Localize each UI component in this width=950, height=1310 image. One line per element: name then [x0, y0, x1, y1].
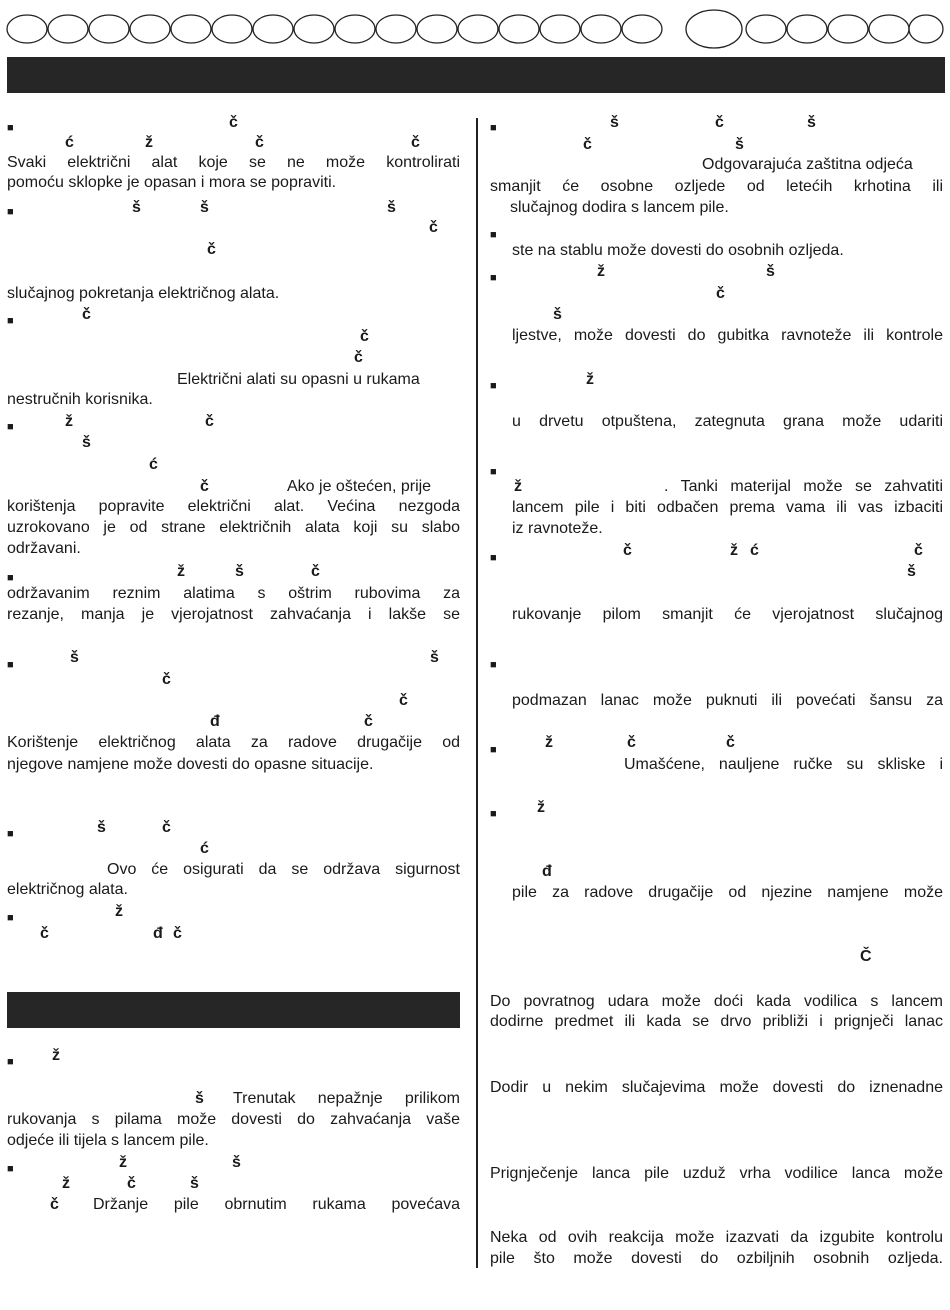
bullet: ■: [490, 659, 497, 671]
letter: č: [364, 713, 373, 730]
text-line: slučajnog dodira s lancem pile.: [510, 199, 729, 216]
letter: ž: [514, 478, 522, 495]
text-line: . Tanki materijal može se zahvatiti: [664, 478, 943, 495]
letter: š: [195, 1090, 204, 1107]
text-line: pile za radove drugačije od njezine namjene može: [512, 884, 943, 901]
text-line: Prignječenje lanca pile uzduž vrha vodilice lanca može: [490, 1165, 943, 1182]
text-line: korištenja popravite električni alat. Većina nezgoda: [7, 498, 460, 515]
bullet: ■: [7, 659, 14, 671]
text-line: rukovanje pilom smanjit će vjerojatnost slučajnog: [512, 606, 943, 623]
oval: [89, 15, 129, 43]
letter: č: [311, 563, 320, 580]
oval: [828, 15, 868, 43]
text-line: pomoću sklopke je opasan i mora se popraviti.: [7, 174, 337, 191]
bullet: ■: [7, 828, 14, 840]
letter: č: [207, 241, 216, 258]
letter: č: [162, 819, 171, 836]
letter: č: [716, 285, 725, 302]
letter: š: [735, 136, 744, 153]
letter: š: [907, 563, 916, 580]
text-line: podmazan lanac može puknuti ili povećati šansu za: [512, 692, 943, 709]
letter: š: [430, 649, 439, 666]
oval: [622, 15, 662, 43]
oval: [376, 15, 416, 43]
text-line: ljestve, može dovesti do gubitka ravnoteže ili kontrole: [512, 327, 943, 344]
oval: [212, 15, 252, 43]
text-line: Električni alati su opasni u rukama: [177, 371, 420, 388]
letter: ž: [115, 903, 123, 920]
bullet: ■: [490, 229, 497, 241]
letter: ž: [586, 371, 594, 388]
oval: [540, 15, 580, 43]
letter: š: [807, 114, 816, 131]
letter: š: [232, 1154, 241, 1171]
letter: č: [715, 114, 724, 131]
bullet: ■: [7, 122, 14, 134]
letter: č: [162, 671, 171, 688]
letter: ć: [750, 542, 759, 559]
letter: š: [766, 263, 775, 280]
letter: č: [360, 328, 369, 345]
bullet: ■: [7, 572, 14, 584]
letter: č: [255, 134, 264, 151]
text-line: lancem pile i biti odbačen prema vama ili vas izbaciti: [512, 499, 943, 516]
letter: š: [70, 649, 79, 666]
bullet: ■: [7, 206, 14, 218]
bullet: ■: [7, 1056, 14, 1068]
letter: š: [387, 199, 396, 216]
letter: č: [40, 925, 49, 942]
letter: ž: [52, 1047, 60, 1064]
text-line: smanjit će osobne ozljede od letećih krhotina ili: [490, 178, 943, 195]
oval: [499, 15, 539, 43]
page-number-ovals: [0, 0, 950, 56]
text-line: iz ravnoteže.: [512, 520, 603, 537]
text-line: slučajnog pokretanja električnog alata.: [7, 285, 280, 302]
text-line: električnog alata.: [7, 881, 128, 898]
letter: ć: [149, 456, 158, 473]
oval: [130, 15, 170, 43]
text-line: odjeće ili tijela s lancem pile.: [7, 1132, 209, 1149]
letter: ž: [177, 563, 185, 580]
oval: [335, 15, 375, 43]
letter: š: [190, 1175, 199, 1192]
letter: č: [229, 114, 238, 131]
text-line: rezanje, manja je vjerojatnost zahvaćanja i lakše se: [7, 606, 460, 623]
letter: č: [411, 134, 420, 151]
oval: [417, 15, 457, 43]
letter: ž: [597, 263, 605, 280]
bullet: ■: [7, 315, 14, 327]
letter: đ: [542, 863, 552, 880]
bullet: ■: [490, 272, 497, 284]
letter: ž: [545, 734, 553, 751]
letter: č: [627, 734, 636, 751]
text-line: Svaki električni alat koje se ne može kontrolirati: [7, 154, 460, 171]
header-bar: [7, 57, 945, 93]
column-divider: [476, 118, 478, 1268]
text-line: uzrokovano je od strane električnih alata koji su slabo: [7, 519, 460, 536]
oval: [909, 15, 943, 43]
oval: [458, 15, 498, 43]
letter: ž: [65, 413, 73, 430]
text-line: Umašćene, nauljene ručke su skliske i: [624, 756, 943, 773]
letter: č: [354, 349, 363, 366]
text-line: njegove namjene može dovesti do opasne situacije.: [7, 756, 374, 773]
subheading-letter: Č: [860, 948, 872, 965]
letter: đ: [210, 713, 220, 730]
letter: š: [553, 306, 562, 323]
text-line: Ako je oštećen, prije: [287, 478, 432, 495]
oval: [746, 15, 786, 43]
letter: č: [429, 219, 438, 236]
oval: [171, 15, 211, 43]
bullet: ■: [490, 744, 497, 756]
letter: č: [583, 136, 592, 153]
section-heading-bar: [7, 992, 460, 1028]
text-line: u drvetu otpuštena, zategnuta grana može udariti: [512, 413, 943, 430]
letter: č: [50, 1196, 59, 1213]
bullet: ■: [7, 912, 14, 924]
letter: č: [914, 542, 923, 559]
letter: š: [200, 199, 209, 216]
text-line: dodirne predmet ili kada se drvo približi i prignječi lanac: [490, 1013, 943, 1030]
text-line: Do povratnog udara može doći kada vodilica s lancem: [490, 993, 943, 1010]
letter: đ: [153, 925, 163, 942]
letter: š: [132, 199, 141, 216]
letter: ž: [119, 1154, 127, 1171]
bullet: ■: [7, 421, 14, 433]
bullet: ■: [490, 808, 497, 820]
oval: [48, 15, 88, 43]
text-line: rukovanja s pilama može dovesti do zahvaćanja vaše: [7, 1111, 460, 1128]
text-line: pile što može dovesti do ozbiljnih osobnih ozljeda.: [490, 1250, 943, 1267]
text-line: održavanim reznim alatima s oštrim rubovima za: [7, 585, 460, 602]
letter: š: [235, 563, 244, 580]
text-line: Odgovarajuća zaštitna odjeća: [702, 156, 913, 173]
bullet: ■: [490, 466, 497, 478]
letter: č: [127, 1175, 136, 1192]
bullet: ■: [490, 380, 497, 392]
letter: š: [610, 114, 619, 131]
letter: ž: [730, 542, 738, 559]
bullet: ■: [490, 552, 497, 564]
text-line: Neka od ovih reakcija može izazvati da izgubite kontrolu: [490, 1229, 943, 1246]
letter: ć: [200, 840, 209, 857]
text-line: Držanje pile obrnutim rukama povećava: [93, 1196, 460, 1213]
text-line: nestručnih korisnika.: [7, 391, 153, 408]
text-line: Korištenje električnog alata za radove drugačije od: [7, 734, 460, 751]
letter: š: [82, 434, 91, 451]
letter: ž: [62, 1175, 70, 1192]
letter: č: [82, 306, 91, 323]
bullet: ■: [7, 1163, 14, 1175]
letter: ž: [537, 799, 545, 816]
oval: [581, 15, 621, 43]
letter: š: [97, 819, 106, 836]
text-line: održavani.: [7, 540, 81, 557]
letter: č: [726, 734, 735, 751]
oval-current-page: [686, 10, 742, 48]
letter: ž: [145, 134, 153, 151]
text-line: Trenutak nepažnje prilikom: [233, 1090, 460, 1107]
letter: č: [200, 478, 209, 495]
letter: č: [205, 413, 214, 430]
bullet: ■: [490, 122, 497, 134]
text-line: Ovo će osigurati da se održava sigurnost: [107, 861, 460, 878]
letter: ć: [65, 134, 74, 151]
text-line: ste na stablu može dovesti do osobnih ozljeda.: [512, 242, 844, 259]
oval: [869, 15, 909, 43]
letter: č: [399, 692, 408, 709]
oval: [294, 15, 334, 43]
letter: č: [173, 925, 182, 942]
text-line: Dodir u nekim slučajevima može dovesti do iznenadne: [490, 1079, 943, 1096]
letter: č: [623, 542, 632, 559]
oval: [7, 15, 47, 43]
oval: [787, 15, 827, 43]
oval: [253, 15, 293, 43]
